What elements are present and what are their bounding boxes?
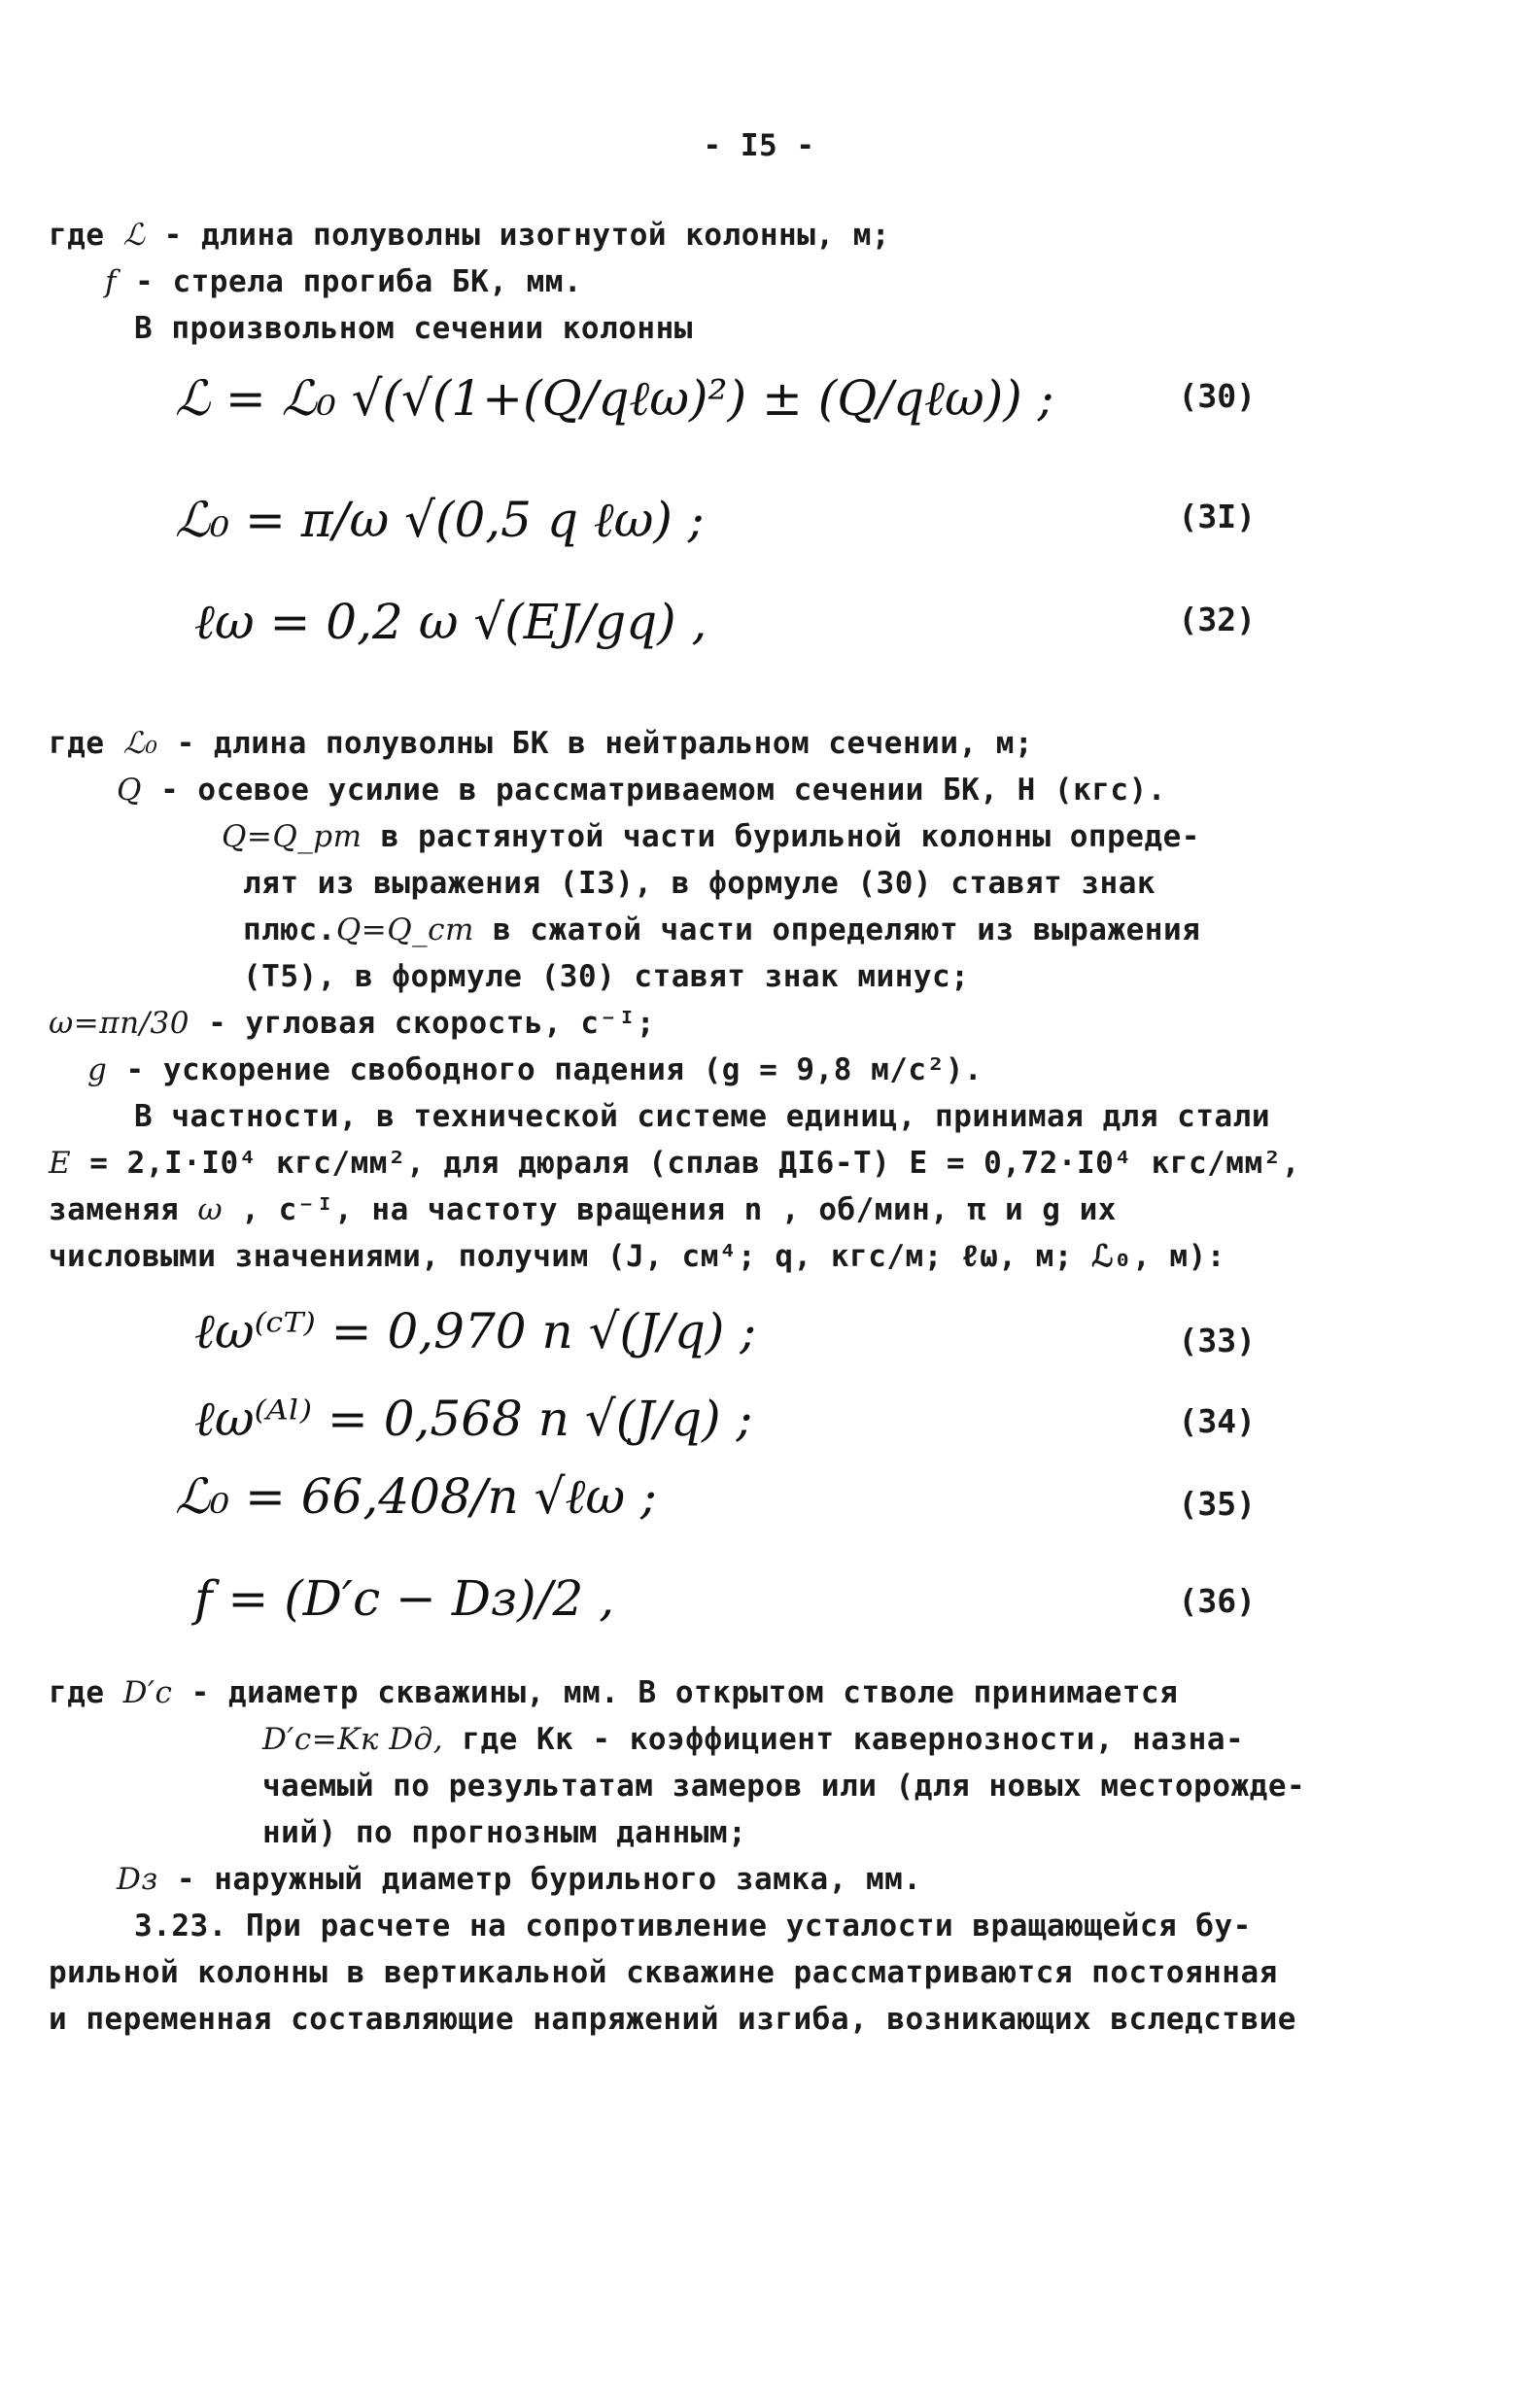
page-number: - I5 - xyxy=(703,128,815,163)
equation-32: ℓω = 0,2 ω √(EJ/gq) , xyxy=(194,594,707,650)
text-line-21: 3.23. При расчете на сопротивление усталости вращающейся бу- xyxy=(134,1909,1252,1944)
text-line-20: Dз - наружный диаметр бурильного замка, мм. xyxy=(117,1862,922,1897)
text-line-8: плюс.Q=Q_cm в сжатой части определяют из выражения xyxy=(243,912,1201,947)
equation-36: f = (D′c − Dз)/2 , xyxy=(194,1570,615,1627)
text-line-12: В частности, в технической системе единиц, принимая для стали xyxy=(134,1099,1270,1134)
symbol-omega: ω=πn/30 xyxy=(49,1006,190,1041)
text-line-15: числовыми значениями, получим (J, см⁴; q, кгс/м; ℓω, м; ℒ₀, м): xyxy=(49,1239,1225,1274)
symbol-L: ℒ xyxy=(122,218,146,253)
equation-number-31: (3I) xyxy=(1178,498,1256,535)
text-line-22: рильной колонны в вертикальной скважине рассматриваются постоянная xyxy=(49,1955,1278,1990)
symbol-Qcm: Q=Q_cm xyxy=(335,912,474,947)
text-line-5: Q - осевое усилие в рассматриваемом сечении БК, Н (кгс). xyxy=(117,773,1166,808)
text-line-14: заменяя ω , с⁻ᴵ, на частоту вращения n , об/мин, π и g их xyxy=(49,1192,1117,1227)
equation-number-34: (34) xyxy=(1178,1402,1256,1440)
text-line-7: лят из выражения (I3), в формуле (30) ставят знак xyxy=(243,866,1156,901)
equation-number-35: (35) xyxy=(1178,1485,1256,1523)
symbol-g: g xyxy=(87,1052,108,1087)
equation-34: ℓω⁽ᴬˡ⁾ = 0,568 n √(J/q) ; xyxy=(194,1391,753,1447)
symbol-E: E xyxy=(49,1146,72,1181)
equation-number-36: (36) xyxy=(1178,1582,1256,1620)
equation-31: ℒ₀ = π/ω √(0,5 q ℓω) ; xyxy=(175,492,705,548)
text-line-4: где ℒ₀ - длина полуволны БК в нейтральном сечении, м; xyxy=(49,726,1034,761)
text-line-1: где ℒ - длина полуволны изогнутой колонны, м; xyxy=(49,218,891,253)
text-line-2: f - стрела прогиба БК, мм. xyxy=(105,264,583,299)
text-line-18: чаемый по результатам замеров или (для новых месторожде- xyxy=(262,1769,1306,1804)
text-line-6: Q=Q_pm в растянутой части бурильной колонны опреде- xyxy=(222,819,1200,854)
symbol-Q: Q xyxy=(117,773,142,808)
text-line-19: ний) по прогнозным данным; xyxy=(262,1815,747,1850)
text-line-9: (Т5), в формуле (30) ставят знак минус; xyxy=(243,959,970,994)
text-line-23: и переменная составляющие напряжений изгиба, возникающих вследствие xyxy=(49,2002,1296,2037)
text-line-11: g - ускорение свободного падения (g = 9,8 м/с²). xyxy=(87,1052,983,1087)
symbol-omega-2: ω xyxy=(197,1192,224,1227)
symbol-L0: ℒ₀ xyxy=(122,726,158,761)
symbol-Dz: Dз xyxy=(117,1862,158,1897)
symbol-Qpm: Q=Q_pm xyxy=(222,819,362,854)
equation-number-33: (33) xyxy=(1178,1322,1256,1359)
text-line-16: где D′c - диаметр скважины, мм. В открытом стволе принимается xyxy=(49,1675,1179,1710)
symbol-f: f xyxy=(105,264,117,299)
equation-33: ℓω⁽ᶜᵀ⁾ = 0,970 n √(J/q) ; xyxy=(194,1303,757,1359)
text-line-13: E = 2,I·I0⁴ кгс/мм², для дюраля (сплав ДI6-Т) E = 0,72·I0⁴ кгс/мм², xyxy=(49,1146,1300,1181)
text-line-17: D′c=Kк Dд, где Kк - коэффициент кавернозности, назна- xyxy=(262,1722,1245,1757)
equation-number-32: (32) xyxy=(1178,601,1256,638)
text-line-10: ω=πn/30 - угловая скорость, с⁻ᴵ; xyxy=(49,1006,656,1041)
equation-30: ℒ = ℒ₀ √(√(1+(Q/qℓω)²) ± (Q/qℓω)) ; xyxy=(175,370,1054,427)
equation-number-30: (30) xyxy=(1178,377,1256,415)
symbol-Dc-Kk: D′c=Kк Dд, xyxy=(262,1722,444,1757)
symbol-Dc: D′c xyxy=(122,1675,173,1710)
text-line-3: В произвольном сечении колонны xyxy=(134,311,693,346)
equation-35: ℒ₀ = 66,408/n √ℓω ; xyxy=(175,1468,657,1525)
